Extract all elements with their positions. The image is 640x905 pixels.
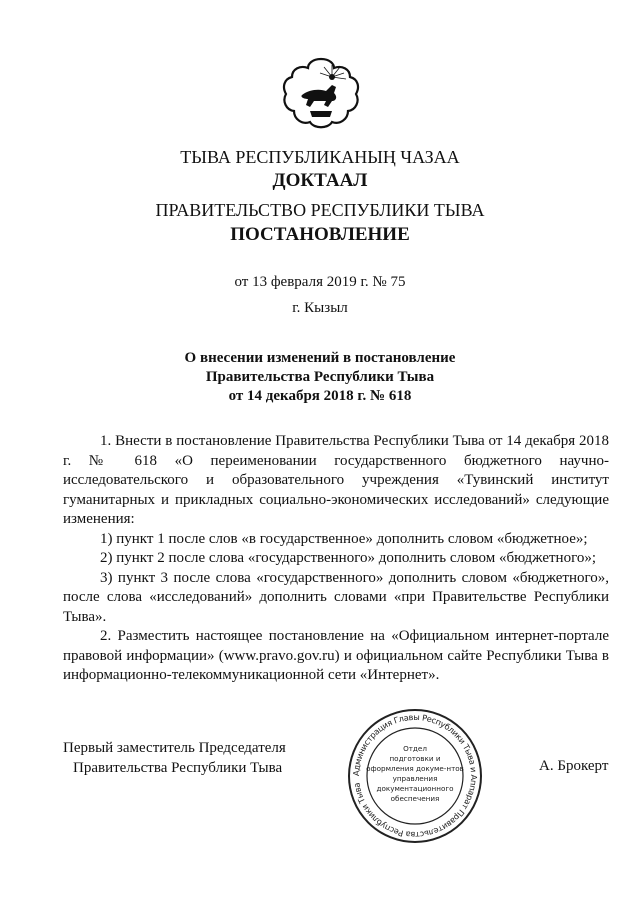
official-stamp (346, 707, 484, 845)
paragraph-item-3: 3) пункт 3 после слова «государственного» дополнить словом «бюджетного», после слова «исследований» дополнить словами «при Правительстве Республики Тыва». (63, 569, 609, 625)
document-type-title: ПОСТАНОВЛЕНИЕ (230, 224, 410, 245)
document-date-number: от 13 февраля 2019 г. № 75 (234, 274, 406, 290)
stamp-ring-text: Администрация Главы Республики Тыва и Аппарат Правительства Республики Тыва (350, 711, 480, 841)
stamp-center-line: оформления докуме-нтов (366, 764, 464, 773)
tuva-coat-of-arms-icon (280, 55, 362, 133)
stamp-center-line: обеспечения (390, 794, 440, 803)
header-republic-tuvan: ТЫВА РЕСПУБЛИКАНЫҢ ЧАЗАА (180, 147, 460, 167)
subject-line-3: от 14 декабря 2018 г. № 618 (228, 388, 412, 404)
header-government: ПРАВИТЕЛЬСТВО РЕСПУБЛИКИ ТЫВА (155, 200, 485, 220)
paragraph-2: 2. Разместить настоящее постановление на «Официальном интернет-портале правовой информации» (www.pravo.gov.ru) и официальном сайте Республики Тыва в информационно-телекоммуникационной сети «Интернет». (63, 628, 609, 683)
stamp-center-line: подготовки и (389, 754, 441, 763)
subject-line-2: Правительства Республики Тыва (205, 369, 435, 385)
stamp-center-line: документационного (376, 784, 454, 793)
subject-line-1: О внесении изменений в постановление (184, 350, 456, 366)
paragraph-item-1: 1) пункт 1 после слов «в государственное» дополнить словом «бюджетное»; (100, 530, 588, 547)
document-city: г. Кызыл (292, 300, 348, 316)
header-doktaal: ДОКТААЛ (272, 170, 368, 191)
paragraph-1: 1. Внести в постановление Правительства Республики Тыва от 14 декабря 2018 г. № 618 «О переименовании государственного бюджетного научно-исследовательского и образовательного учреждения «Тувинский институт гуманитарных и прикладных социально-экономических исследований» следующие изменения: (63, 433, 609, 527)
signatory-position (63, 738, 286, 778)
signatory-position-line-2: Правительства Республики Тыва (73, 760, 283, 776)
paragraph-item-2: 2) пункт 2 после слова «государственного» дополнить словом «бюджетного»; (100, 550, 597, 566)
stamp-center-line: управления (392, 774, 438, 783)
document-body (63, 432, 609, 686)
signatory-name: А. Брокерт (539, 758, 609, 774)
document-subject (0, 349, 640, 406)
stamp-center-line: Отдел (403, 744, 427, 753)
signatory-position-line-1: Первый заместитель Председателя (63, 740, 286, 756)
